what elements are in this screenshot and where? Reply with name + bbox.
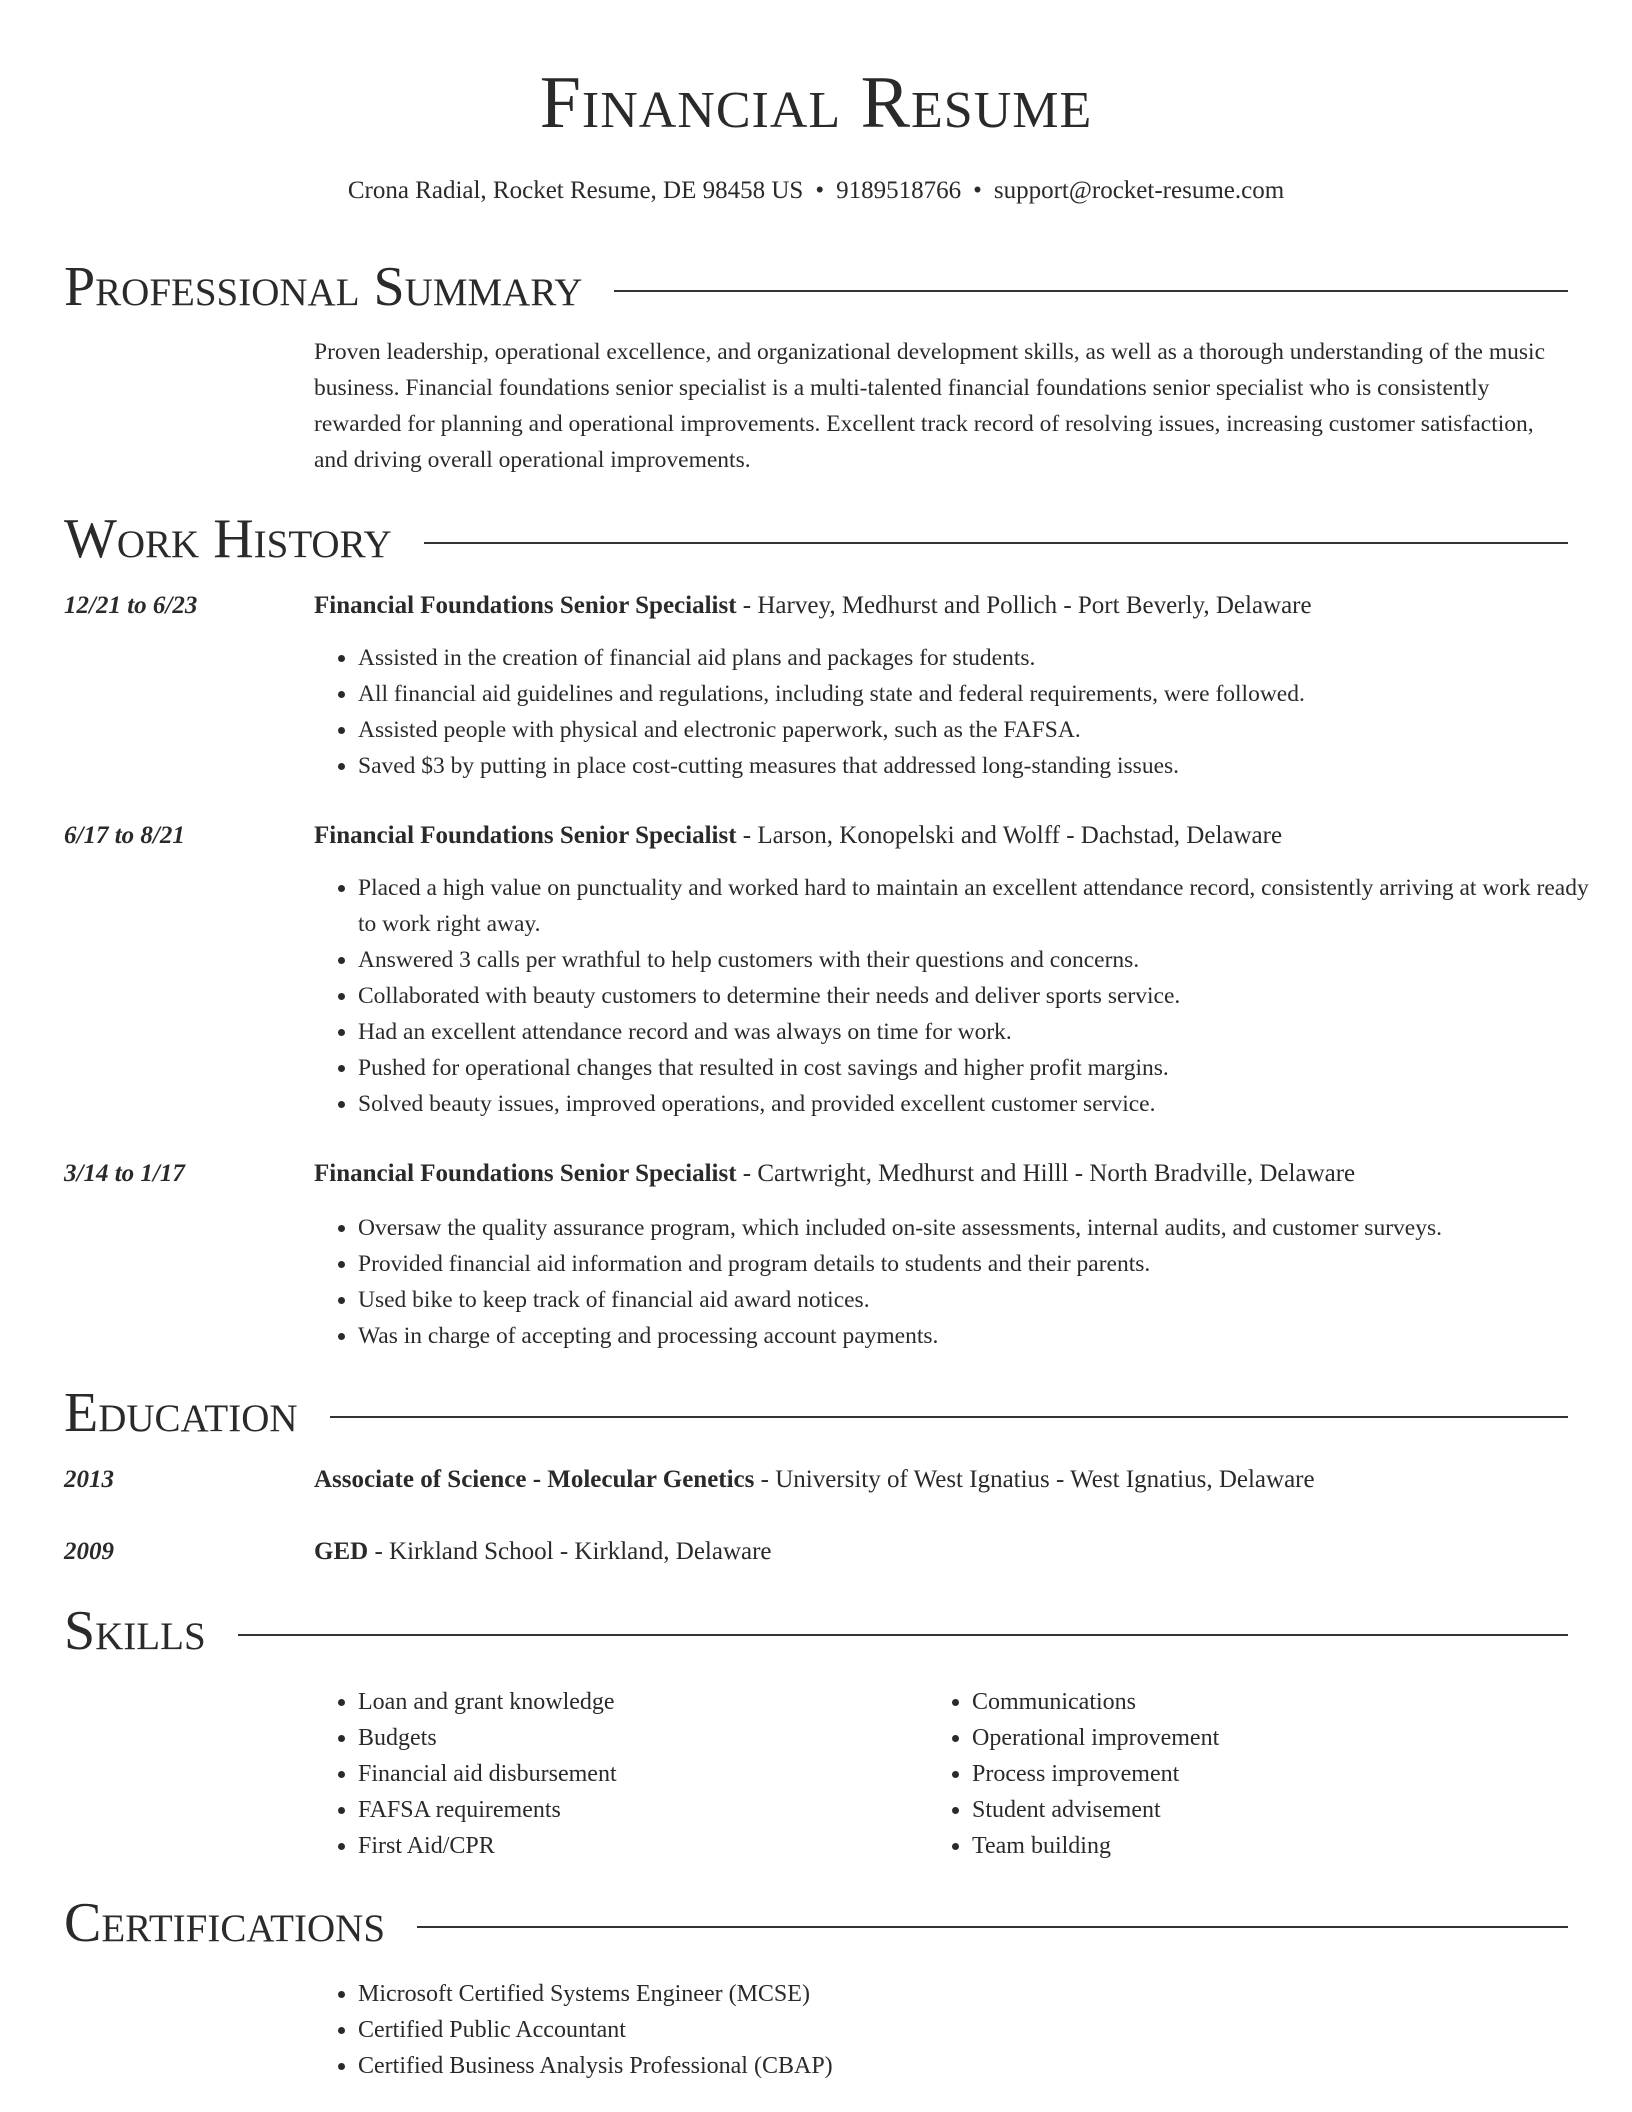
job-details: - Harvey, Medhurst and Pollich - Port Beverly, Delaware xyxy=(736,592,1312,619)
skill-item: • Communications xyxy=(972,1684,1532,1720)
section-title-summary: Professional Summary xyxy=(64,252,614,322)
list-item: • Oversaw the quality assurance program, which included on-site assessments, internal audits, and customer surveys. xyxy=(358,1210,1612,1246)
job-heading xyxy=(314,818,1282,854)
job-heading xyxy=(314,1156,1355,1192)
email: support@rocket-resume.com xyxy=(993,177,1285,204)
education-date: 2009 xyxy=(64,1538,114,1565)
list-item: • Had an excellent attendance record and was always on time for work. xyxy=(358,1014,1612,1050)
list-item: • Pushed for operational changes that resulted in cost savings and higher profit margins. xyxy=(358,1050,1612,1086)
skill-item: • Operational improvement xyxy=(972,1720,1532,1756)
job-details: - Cartwright, Medhurst and Hilll - North Bradville, Delaware xyxy=(736,1160,1356,1187)
list-item: • All financial aid guidelines and regulations, including state and federal requirements, were followed. xyxy=(358,676,1612,712)
skills-list-left xyxy=(314,1684,918,1864)
list-item: • Was in charge of accepting and processing account payments. xyxy=(358,1318,1612,1354)
certifications-section-header xyxy=(64,1888,1568,1958)
section-divider xyxy=(64,1634,1568,1636)
certification-item: • Certified Business Analysis Professional (CBAP) xyxy=(358,2048,1612,2084)
contact-line xyxy=(64,174,1568,208)
list-item: • Collaborated with beauty customers to determine their needs and deliver sports service. xyxy=(358,978,1612,1014)
list-item: • Provided financial aid information and program details to students and their parents. xyxy=(358,1246,1612,1282)
list-item: • Used bike to keep track of financial aid award notices. xyxy=(358,1282,1612,1318)
skill-item: • First Aid/CPR xyxy=(358,1828,918,1864)
certification-item: • Microsoft Certified Systems Engineer (MCSE) xyxy=(358,1976,1612,2012)
list-item: • Answered 3 calls per wrathful to help customers with their questions and concerns. xyxy=(358,942,1612,978)
section-title-work: Work History xyxy=(64,504,424,574)
summary-section-header xyxy=(64,252,1568,322)
job-role: Financial Foundations Senior Specialist xyxy=(314,822,737,849)
education-degree: Associate of Science - Molecular Genetics xyxy=(314,1466,755,1493)
section-title-skills: Skills xyxy=(64,1596,238,1666)
certification-item: • Certified Public Accountant xyxy=(358,2012,1612,2048)
job-heading xyxy=(314,588,1312,624)
list-item: • Assisted people with physical and electronic paperwork, such as the FAFSA. xyxy=(358,712,1612,748)
separator: • xyxy=(815,177,825,204)
summary-text: Proven leadership, operational excellence, and organizational development skills, as well as a thorough understanding of the music business. Financial foundations senior specialist is a multi-talented financial foundations senior specialist who is consistently rewarded for planning and operational improvements. Excellent track record of resolving issues, increasing customer satisfaction, and driving overall operational improvements. xyxy=(314,339,1545,473)
education-heading xyxy=(314,1534,772,1570)
education-heading xyxy=(314,1462,1315,1498)
address: Crona Radial, Rocket Resume, DE 98458 US xyxy=(347,177,804,204)
skills-section-header xyxy=(64,1596,1568,1666)
job-date: 6/17 to 8/21 xyxy=(64,822,185,849)
job-bullets xyxy=(314,1210,1612,1354)
job-bullets xyxy=(314,640,1612,784)
education-details: - University of West Ignatius - West Ignatius, Delaware xyxy=(754,1466,1315,1493)
job-role: Financial Foundations Senior Specialist xyxy=(314,1160,737,1187)
skill-item: • Student advisement xyxy=(972,1792,1532,1828)
education-details: - Kirkland School - Kirkland, Delaware xyxy=(368,1538,772,1565)
resume-title: Financial Resume xyxy=(539,62,1093,144)
education-section-header xyxy=(64,1378,1568,1448)
list-item: • Assisted in the creation of financial aid plans and packages for students. xyxy=(358,640,1612,676)
education-degree: GED xyxy=(314,1538,369,1565)
work-section-header xyxy=(64,504,1568,574)
phone: 9189518766 xyxy=(836,177,962,204)
skill-item: • Budgets xyxy=(358,1720,918,1756)
list-item: • Placed a high value on punctuality and worked hard to maintain an excellent attendance record, consistently arriving at work ready to work right away. xyxy=(358,870,1612,942)
job-role: Financial Foundations Senior Specialist xyxy=(314,592,737,619)
skill-item: • FAFSA requirements xyxy=(358,1792,918,1828)
section-title-certifications: Certifications xyxy=(64,1888,417,1958)
list-item: • Solved beauty issues, improved operations, and provided excellent customer service. xyxy=(358,1086,1612,1122)
certifications-list xyxy=(314,1976,1612,2084)
education-date: 2013 xyxy=(64,1466,114,1493)
skill-item: • Process improvement xyxy=(972,1756,1532,1792)
job-bullets xyxy=(314,870,1612,1122)
section-title-education: Education xyxy=(64,1378,330,1448)
list-item: • Saved $3 by putting in place cost-cutting measures that addressed long-standing issues. xyxy=(358,748,1612,784)
separator: • xyxy=(973,177,982,204)
skill-item: • Financial aid disbursement xyxy=(358,1756,918,1792)
skill-item: • Team building xyxy=(972,1828,1532,1864)
skills-list-right xyxy=(928,1684,1532,1864)
job-details: - Larson, Konopelski and Wolff - Dachstad, Delaware xyxy=(736,822,1283,849)
job-date: 12/21 to 6/23 xyxy=(64,592,198,619)
job-date: 3/14 to 1/17 xyxy=(64,1160,185,1187)
skill-item: • Loan and grant knowledge xyxy=(358,1684,918,1720)
